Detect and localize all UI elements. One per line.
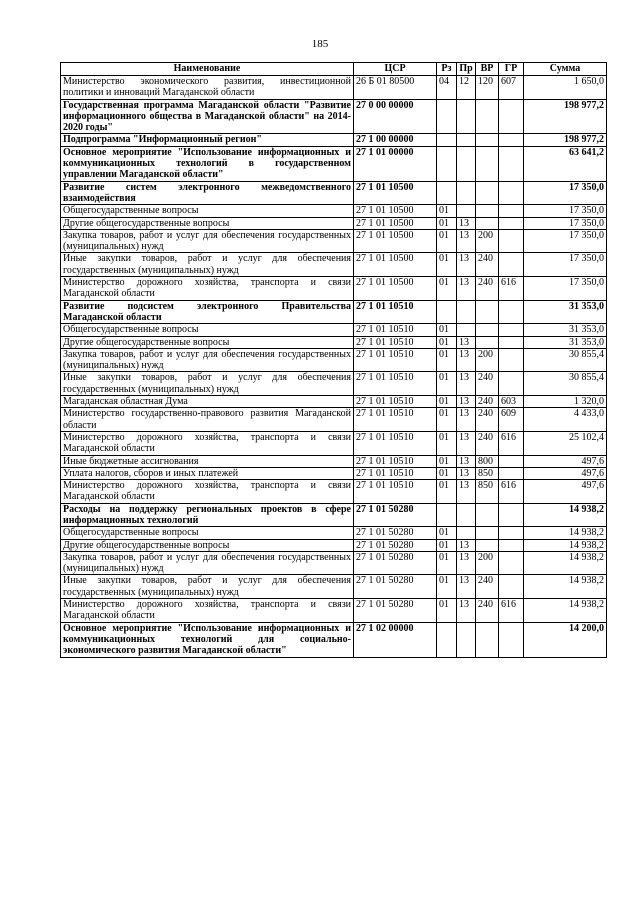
cell-rz: 01 <box>437 229 457 253</box>
cell-pr <box>457 503 476 527</box>
cell-vr <box>476 134 499 146</box>
table-row <box>61 599 607 623</box>
cell-gr: 607 <box>499 76 524 100</box>
table-row <box>61 396 607 408</box>
table-row <box>61 205 607 217</box>
cell-pr: 13 <box>457 539 476 551</box>
cell-vr: 850 <box>476 467 499 479</box>
cell-name: Государственная программа Магаданской области "Развитие информационного общества в Магаданской области" на 2014-2020 годы" <box>61 99 354 134</box>
cell-pr: 13 <box>457 599 476 623</box>
cell-csr: 27 1 01 10500 <box>354 277 437 301</box>
cell-csr: 27 1 01 10500 <box>354 253 437 277</box>
table-row <box>61 146 607 181</box>
cell-sum: 17 350,0 <box>524 217 607 229</box>
cell-vr: 240 <box>476 253 499 277</box>
cell-sum: 30 855,4 <box>524 372 607 396</box>
cell-sum: 14 938,2 <box>524 551 607 575</box>
cell-name: Развитие подсистем электронного Правительства Магаданской области <box>61 300 354 324</box>
table-row <box>61 431 607 455</box>
cell-name: Общегосударственные вопросы <box>61 324 354 336</box>
cell-pr: 13 <box>457 455 476 467</box>
cell-vr: 240 <box>476 372 499 396</box>
cell-sum: 17 350,0 <box>524 205 607 217</box>
cell-sum: 31 353,0 <box>524 300 607 324</box>
cell-sum: 14 938,2 <box>524 503 607 527</box>
cell-rz: 01 <box>437 277 457 301</box>
table-row <box>61 551 607 575</box>
cell-name: Другие общегосударственные вопросы <box>61 217 354 229</box>
table-row <box>61 181 607 205</box>
cell-sum: 497,6 <box>524 455 607 467</box>
cell-name: Уплата налогов, сборов и иных платежей <box>61 467 354 479</box>
cell-sum: 1 650,0 <box>524 76 607 100</box>
cell-csr: 27 1 01 10510 <box>354 467 437 479</box>
cell-pr: 13 <box>457 480 476 504</box>
cell-name: Общегосударственные вопросы <box>61 205 354 217</box>
cell-rz: 01 <box>437 408 457 432</box>
cell-vr <box>476 539 499 551</box>
cell-vr: 240 <box>476 575 499 599</box>
cell-sum: 31 353,0 <box>524 324 607 336</box>
cell-csr: 27 1 01 50280 <box>354 551 437 575</box>
table-row <box>61 336 607 348</box>
cell-name: Магаданская областная Дума <box>61 396 354 408</box>
cell-csr: 27 1 01 10510 <box>354 348 437 372</box>
column-header-name: Наименование <box>61 63 354 76</box>
cell-gr <box>499 181 524 205</box>
cell-name: Министерство государственно-правового развития Магаданской области <box>61 408 354 432</box>
cell-gr <box>499 217 524 229</box>
cell-gr <box>499 205 524 217</box>
cell-gr <box>499 551 524 575</box>
cell-vr: 240 <box>476 599 499 623</box>
cell-name: Закупка товаров, работ и услуг для обеспечения государственных (муниципальных) нужд <box>61 551 354 575</box>
cell-rz: 01 <box>437 253 457 277</box>
cell-csr: 27 1 01 10510 <box>354 396 437 408</box>
cell-sum: 497,6 <box>524 467 607 479</box>
cell-rz: 01 <box>437 372 457 396</box>
cell-name: Министерство дорожного хозяйства, транспорта и связи Магаданской области <box>61 480 354 504</box>
cell-name: Развитие систем электронного межведомственного взаимодействия <box>61 181 354 205</box>
cell-vr <box>476 146 499 181</box>
cell-rz: 01 <box>437 324 457 336</box>
table-row <box>61 539 607 551</box>
cell-sum: 17 350,0 <box>524 253 607 277</box>
cell-csr: 27 0 00 00000 <box>354 99 437 134</box>
cell-rz: 01 <box>437 575 457 599</box>
cell-csr: 27 1 01 10510 <box>354 372 437 396</box>
cell-rz <box>437 622 457 657</box>
table-row <box>61 455 607 467</box>
cell-vr: 200 <box>476 551 499 575</box>
column-header-gr: ГР <box>499 63 524 76</box>
cell-csr: 27 1 01 50280 <box>354 575 437 599</box>
cell-csr: 27 1 01 50280 <box>354 539 437 551</box>
table-row <box>61 467 607 479</box>
cell-name: Подпрограмма "Информационный регион" <box>61 134 354 146</box>
cell-gr: 603 <box>499 396 524 408</box>
cell-csr: 27 1 01 50280 <box>354 527 437 539</box>
cell-sum: 31 353,0 <box>524 336 607 348</box>
cell-rz: 01 <box>437 551 457 575</box>
cell-pr <box>457 146 476 181</box>
table-row <box>61 76 607 100</box>
table-row <box>61 134 607 146</box>
cell-pr <box>457 527 476 539</box>
cell-name: Министерство экономического развития, инвестиционной политики и инноваций Магаданской области <box>61 76 354 100</box>
cell-pr <box>457 622 476 657</box>
table-row <box>61 408 607 432</box>
cell-pr: 13 <box>457 408 476 432</box>
cell-vr: 200 <box>476 229 499 253</box>
cell-vr <box>476 336 499 348</box>
cell-rz <box>437 300 457 324</box>
cell-gr <box>499 372 524 396</box>
cell-pr: 13 <box>457 217 476 229</box>
cell-csr: 27 1 01 10500 <box>354 181 437 205</box>
cell-pr <box>457 134 476 146</box>
cell-sum: 14 938,2 <box>524 527 607 539</box>
cell-rz: 01 <box>437 480 457 504</box>
cell-sum: 4 433,0 <box>524 408 607 432</box>
cell-gr <box>499 455 524 467</box>
cell-rz: 01 <box>437 336 457 348</box>
cell-vr <box>476 205 499 217</box>
cell-name: Основное мероприятие "Использование информационных и коммуникационных технологий для социально-экономического развития Магаданской области" <box>61 622 354 657</box>
cell-pr: 13 <box>457 396 476 408</box>
cell-rz: 01 <box>437 396 457 408</box>
cell-rz: 01 <box>437 455 457 467</box>
cell-csr: 27 1 01 10510 <box>354 300 437 324</box>
cell-csr: 27 1 01 10510 <box>354 336 437 348</box>
cell-name: Иные бюджетные ассигнования <box>61 455 354 467</box>
page-number: 185 <box>311 38 329 50</box>
cell-pr <box>457 324 476 336</box>
cell-vr <box>476 324 499 336</box>
cell-gr: 616 <box>499 480 524 504</box>
cell-rz: 01 <box>437 527 457 539</box>
cell-csr: 27 1 01 00000 <box>354 146 437 181</box>
table-row <box>61 480 607 504</box>
cell-pr: 13 <box>457 277 476 301</box>
cell-csr: 27 1 01 10510 <box>354 480 437 504</box>
cell-vr <box>476 622 499 657</box>
cell-name: Иные закупки товаров, работ и услуг для обеспечения государственных (муниципальных) нужд <box>61 253 354 277</box>
table-row <box>61 99 607 134</box>
cell-name: Общегосударственные вопросы <box>61 527 354 539</box>
table-row <box>61 372 607 396</box>
cell-csr: 27 1 02 00000 <box>354 622 437 657</box>
cell-name: Расходы на поддержку региональных проектов в сфере информационных технологий <box>61 503 354 527</box>
cell-gr <box>499 99 524 134</box>
cell-gr <box>499 467 524 479</box>
cell-vr: 240 <box>476 408 499 432</box>
cell-vr: 800 <box>476 455 499 467</box>
cell-rz <box>437 146 457 181</box>
cell-csr: 27 1 01 50280 <box>354 599 437 623</box>
cell-csr: 27 1 01 10500 <box>354 217 437 229</box>
cell-name: Иные закупки товаров, работ и услуг для обеспечения государственных (муниципальных) нужд <box>61 575 354 599</box>
table-row <box>61 324 607 336</box>
cell-pr <box>457 300 476 324</box>
cell-pr: 13 <box>457 467 476 479</box>
cell-csr: 27 1 00 00000 <box>354 134 437 146</box>
cell-pr <box>457 205 476 217</box>
cell-name: Основное мероприятие "Использование информационных и коммуникационных технологий в государственном управлении Магаданской области" <box>61 146 354 181</box>
cell-vr: 120 <box>476 76 499 100</box>
table-row <box>61 503 607 527</box>
cell-sum: 14 938,2 <box>524 599 607 623</box>
cell-sum: 198 977,2 <box>524 99 607 134</box>
cell-sum: 17 350,0 <box>524 277 607 301</box>
cell-pr: 13 <box>457 336 476 348</box>
cell-gr <box>499 134 524 146</box>
cell-sum: 198 977,2 <box>524 134 607 146</box>
cell-gr <box>499 539 524 551</box>
table-row <box>61 575 607 599</box>
cell-sum: 25 102,4 <box>524 431 607 455</box>
cell-csr: 27 1 01 10510 <box>354 324 437 336</box>
cell-vr <box>476 300 499 324</box>
cell-pr: 12 <box>457 76 476 100</box>
cell-gr <box>499 503 524 527</box>
cell-name: Другие общегосударственные вопросы <box>61 336 354 348</box>
cell-pr: 13 <box>457 348 476 372</box>
table-row <box>61 348 607 372</box>
cell-vr: 200 <box>476 348 499 372</box>
cell-sum: 1 320,0 <box>524 396 607 408</box>
cell-rz: 01 <box>437 599 457 623</box>
cell-gr <box>499 253 524 277</box>
cell-pr: 13 <box>457 431 476 455</box>
cell-rz <box>437 503 457 527</box>
cell-rz: 04 <box>437 76 457 100</box>
table-row <box>61 229 607 253</box>
cell-csr: 27 1 01 10500 <box>354 205 437 217</box>
cell-csr: 27 1 01 10510 <box>354 455 437 467</box>
cell-gr <box>499 300 524 324</box>
cell-vr: 240 <box>476 396 499 408</box>
cell-gr: 616 <box>499 599 524 623</box>
cell-vr: 240 <box>476 277 499 301</box>
cell-pr <box>457 99 476 134</box>
cell-sum: 17 350,0 <box>524 229 607 253</box>
cell-name: Министерство дорожного хозяйства, транспорта и связи Магаданской области <box>61 277 354 301</box>
cell-rz: 01 <box>437 348 457 372</box>
column-header-vr: ВР <box>476 63 499 76</box>
column-header-rz: Рз <box>437 63 457 76</box>
cell-vr <box>476 503 499 527</box>
cell-gr <box>499 527 524 539</box>
cell-sum: 497,6 <box>524 480 607 504</box>
cell-rz: 01 <box>437 205 457 217</box>
cell-name: Министерство дорожного хозяйства, транспорта и связи Магаданской области <box>61 599 354 623</box>
cell-gr <box>499 575 524 599</box>
cell-name: Министерство дорожного хозяйства, транспорта и связи Магаданской области <box>61 431 354 455</box>
cell-rz: 01 <box>437 217 457 229</box>
cell-name: Иные закупки товаров, работ и услуг для обеспечения государственных (муниципальных) нужд <box>61 372 354 396</box>
column-header-pr: Пр <box>457 63 476 76</box>
cell-gr <box>499 336 524 348</box>
cell-rz <box>437 99 457 134</box>
cell-gr: 616 <box>499 431 524 455</box>
cell-pr: 13 <box>457 575 476 599</box>
cell-vr <box>476 217 499 229</box>
cell-gr <box>499 622 524 657</box>
cell-csr: 27 1 01 10510 <box>354 431 437 455</box>
cell-rz: 01 <box>437 431 457 455</box>
cell-csr: 27 1 01 50280 <box>354 503 437 527</box>
cell-pr: 13 <box>457 229 476 253</box>
table-row <box>61 253 607 277</box>
cell-vr <box>476 527 499 539</box>
cell-pr: 13 <box>457 253 476 277</box>
cell-rz <box>437 134 457 146</box>
cell-gr: 609 <box>499 408 524 432</box>
cell-gr: 616 <box>499 277 524 301</box>
cell-sum: 14 200,0 <box>524 622 607 657</box>
cell-sum: 14 938,2 <box>524 539 607 551</box>
table-row <box>61 277 607 301</box>
cell-name: Другие общегосударственные вопросы <box>61 539 354 551</box>
table-row <box>61 300 607 324</box>
cell-gr <box>499 146 524 181</box>
cell-rz: 01 <box>437 467 457 479</box>
cell-csr: 27 1 01 10500 <box>354 229 437 253</box>
table-body <box>61 76 607 658</box>
cell-vr <box>476 181 499 205</box>
cell-pr: 13 <box>457 372 476 396</box>
cell-csr: 26 Б 01 80500 <box>354 76 437 100</box>
cell-sum: 14 938,2 <box>524 575 607 599</box>
cell-sum: 17 350,0 <box>524 181 607 205</box>
budget-table <box>60 62 607 658</box>
cell-gr <box>499 324 524 336</box>
cell-vr <box>476 99 499 134</box>
cell-sum: 63 641,2 <box>524 146 607 181</box>
cell-pr <box>457 181 476 205</box>
column-header-sum: Сумма <box>524 63 607 76</box>
cell-vr: 240 <box>476 431 499 455</box>
cell-gr <box>499 229 524 253</box>
table-row <box>61 527 607 539</box>
cell-csr: 27 1 01 10510 <box>354 408 437 432</box>
cell-pr: 13 <box>457 551 476 575</box>
table-row <box>61 217 607 229</box>
cell-name: Закупка товаров, работ и услуг для обеспечения государственных (муниципальных) нужд <box>61 229 354 253</box>
cell-gr <box>499 348 524 372</box>
cell-rz <box>437 181 457 205</box>
cell-sum: 30 855,4 <box>524 348 607 372</box>
cell-name: Закупка товаров, работ и услуг для обеспечения государственных (муниципальных) нужд <box>61 348 354 372</box>
cell-rz: 01 <box>437 539 457 551</box>
cell-vr: 850 <box>476 480 499 504</box>
table-row <box>61 622 607 657</box>
header-row <box>61 63 607 76</box>
table-header <box>61 63 607 76</box>
column-header-csr: ЦСР <box>354 63 437 76</box>
